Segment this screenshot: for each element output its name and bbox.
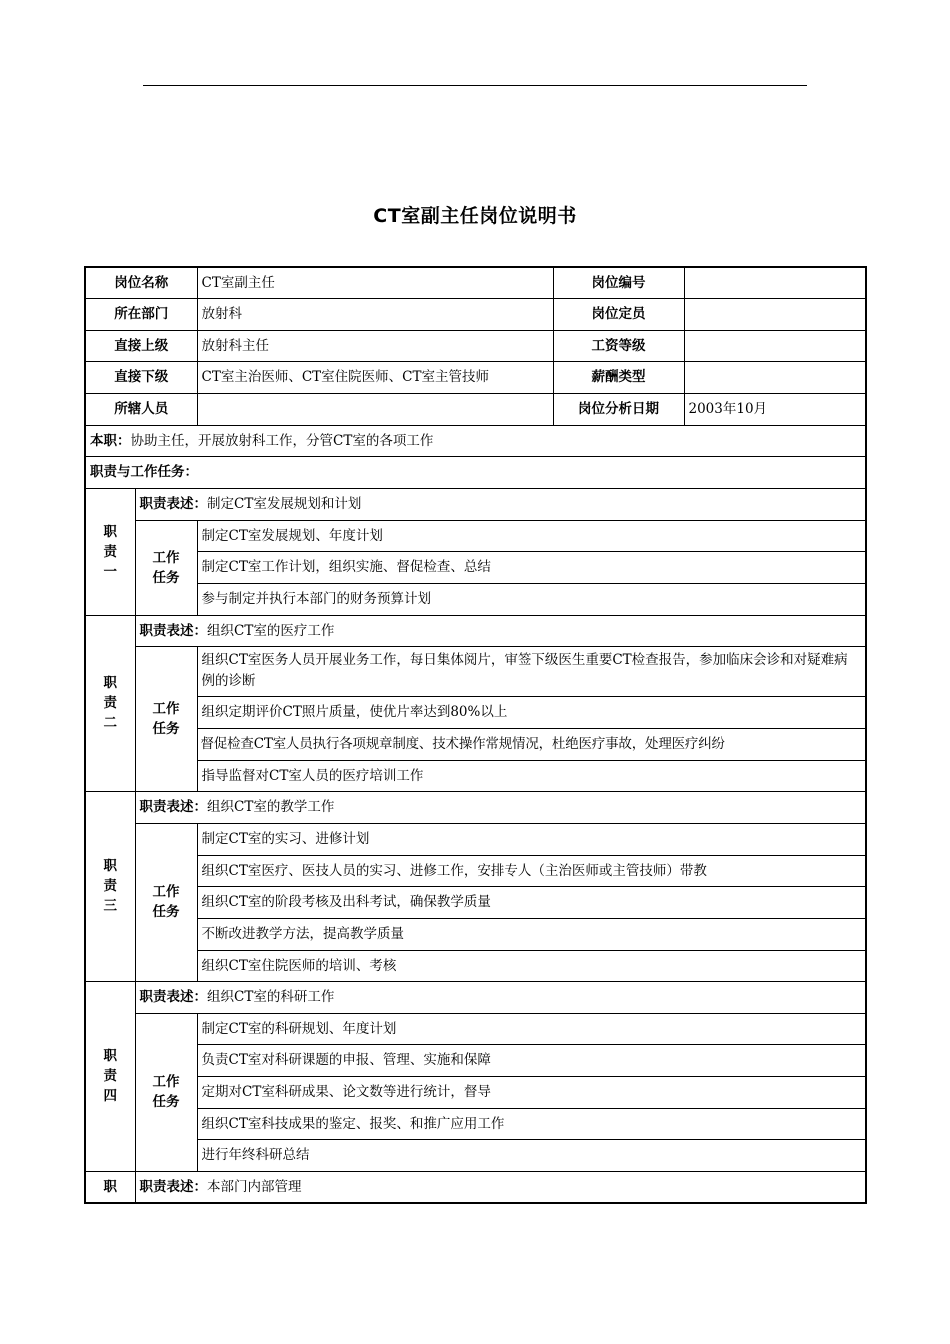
supervisor-value: 放射科主任: [197, 330, 553, 361]
duty-4-task-row: [85, 1076, 866, 1108]
headcount-label: 岗位定员: [553, 298, 684, 330]
duty-3-task-row: [85, 918, 866, 950]
position-name-value: CT室副主任: [197, 267, 553, 298]
duty-1-task-2: 制定CT室工作计划，组织实施、督促检查、总结: [197, 551, 866, 583]
position-code-value: [684, 267, 866, 298]
core-duty-label: 本职：: [90, 432, 131, 449]
duty-4-statement: 职责表述：组织CT室的科研工作: [135, 981, 866, 1013]
core-duty-text: 协助主任，开展放射科工作，分管CT室的各项工作: [130, 432, 434, 449]
duty-2-task-label: 工作 任务: [135, 646, 197, 791]
salary-grade-label: 工资等级: [553, 330, 684, 361]
info-row-supervisor: [85, 330, 866, 361]
duty-4-statement-row: [85, 981, 866, 1013]
core-duty-row: [85, 425, 866, 456]
duty-4-task-4: 组织CT室科技成果的鉴定、报奖、和推广应用工作: [197, 1108, 866, 1139]
subordinates-label: 直接下级: [85, 361, 197, 393]
duty-1-statement-row: [85, 488, 866, 520]
department-label: 所在部门: [85, 298, 197, 330]
duties-section-row: [85, 456, 866, 488]
duty-2-task-row: [85, 728, 866, 760]
duty-5-heading: 职: [85, 1171, 135, 1203]
duty-1-task-3: 参与制定并执行本部门的财务预算计划: [197, 583, 866, 615]
duty-3-statement: 职责表述：组织CT室的教学工作: [135, 791, 866, 823]
duty-1-task-row: [85, 520, 866, 551]
pay-type-value: [684, 361, 866, 393]
duty-4-heading: 职 责 四: [85, 981, 135, 1171]
subordinates-value: CT室主治医师、CT室住院医师、CT室主管技师: [197, 361, 553, 393]
duty-3-statement-row: [85, 791, 866, 823]
duty-2-task-2: 组织定期评价CT照片质量，使优片率达到80%以上: [197, 696, 866, 728]
duties-section-label: 职责与工作任务：: [85, 456, 866, 488]
duty-4-task-2: 负责CT室对科研课题的申报、管理、实施和保障: [197, 1044, 866, 1076]
duty-5-statement: 职责表述：本部门内部管理: [135, 1171, 866, 1203]
supervisor-label: 直接上级: [85, 330, 197, 361]
duty-2-task-3: 督促检查CT室人员执行各项规章制度、技术操作常规情况，杜绝医疗事故，处理医疗纠纷: [197, 728, 866, 760]
duty-1-task-label: 工作 任务: [135, 520, 197, 615]
duty-4-task-row: [85, 1044, 866, 1076]
duty-3-task-row: [85, 823, 866, 855]
duty-3-task-5: 组织CT室住院医师的培训、考核: [197, 950, 866, 981]
analysis-date-label: 岗位分析日期: [553, 393, 684, 425]
info-row-managed: [85, 393, 866, 425]
duty-4-task-5: 进行年终科研总结: [197, 1139, 866, 1171]
pay-type-label: 薪酬类型: [553, 361, 684, 393]
duty-4-task-label: 工作 任务: [135, 1013, 197, 1171]
duty-2-task-4: 指导监督对CT室人员的医疗培训工作: [197, 760, 866, 791]
duty-2-heading: 职 责 二: [85, 615, 135, 791]
header-rule: [143, 85, 807, 86]
duty-1-heading: 职 责 一: [85, 488, 135, 615]
duty-4-task-row: [85, 1013, 866, 1044]
duty-5-statement-row: [85, 1171, 866, 1203]
duty-3-task-2: 组织CT室医疗、医技人员的实习、进修工作，安排专人（主治医师或主管技师）带教: [197, 855, 866, 886]
department-value: 放射科: [197, 298, 553, 330]
duty-2-statement-row: [85, 615, 866, 646]
duty-3-task-row: [85, 886, 866, 918]
duty-3-task-4: 不断改进教学方法，提高教学质量: [197, 918, 866, 950]
duty-2-task-row: [85, 646, 866, 696]
duty-2-task-1: 组织CT室医务人员开展业务工作，每日集体阅片，审签下级医生重要CT检查报告，参加临床会诊和对疑难病例的诊断: [197, 646, 866, 696]
duty-2-task-row: [85, 696, 866, 728]
analysis-date-value: 2003年10月: [684, 393, 866, 425]
duty-3-task-label: 工作 任务: [135, 823, 197, 981]
job-description-table: [84, 266, 867, 1204]
duty-2-task-row: [85, 760, 866, 791]
duty-3-heading: 职 责 三: [85, 791, 135, 981]
duty-3-task-row: [85, 855, 866, 886]
duty-3-task-3: 组织CT室的阶段考核及出科考试，确保教学质量: [197, 886, 866, 918]
duty-4-task-row: [85, 1108, 866, 1139]
core-duty: [85, 425, 866, 456]
duty-3-task-row: [85, 950, 866, 981]
managed-staff-value: [197, 393, 553, 425]
position-name-label: 岗位名称: [85, 267, 197, 298]
duty-1-task-row: [85, 583, 866, 615]
duty-3-task-1: 制定CT室的实习、进修计划: [197, 823, 866, 855]
duty-4-task-row: [85, 1139, 866, 1171]
info-row-subordinates: [85, 361, 866, 393]
info-row-position: [85, 267, 866, 298]
duty-1-task-1: 制定CT室发展规划、年度计划: [197, 520, 866, 551]
duty-2-statement: 职责表述：组织CT室的医疗工作: [135, 615, 866, 646]
headcount-value: [684, 298, 866, 330]
document-title: CT室副主任岗位说明书: [373, 205, 577, 227]
managed-staff-label: 所辖人员: [85, 393, 197, 425]
duty-4-task-3: 定期对CT室科研成果、论文数等进行统计，督导: [197, 1076, 866, 1108]
duty-1-statement: 职责表述：制定CT室发展规划和计划: [135, 488, 866, 520]
salary-grade-value: [684, 330, 866, 361]
duty-1-task-row: [85, 551, 866, 583]
info-row-department: [85, 298, 866, 330]
position-code-label: 岗位编号: [553, 267, 684, 298]
duty-4-task-1: 制定CT室的科研规划、年度计划: [197, 1013, 866, 1044]
